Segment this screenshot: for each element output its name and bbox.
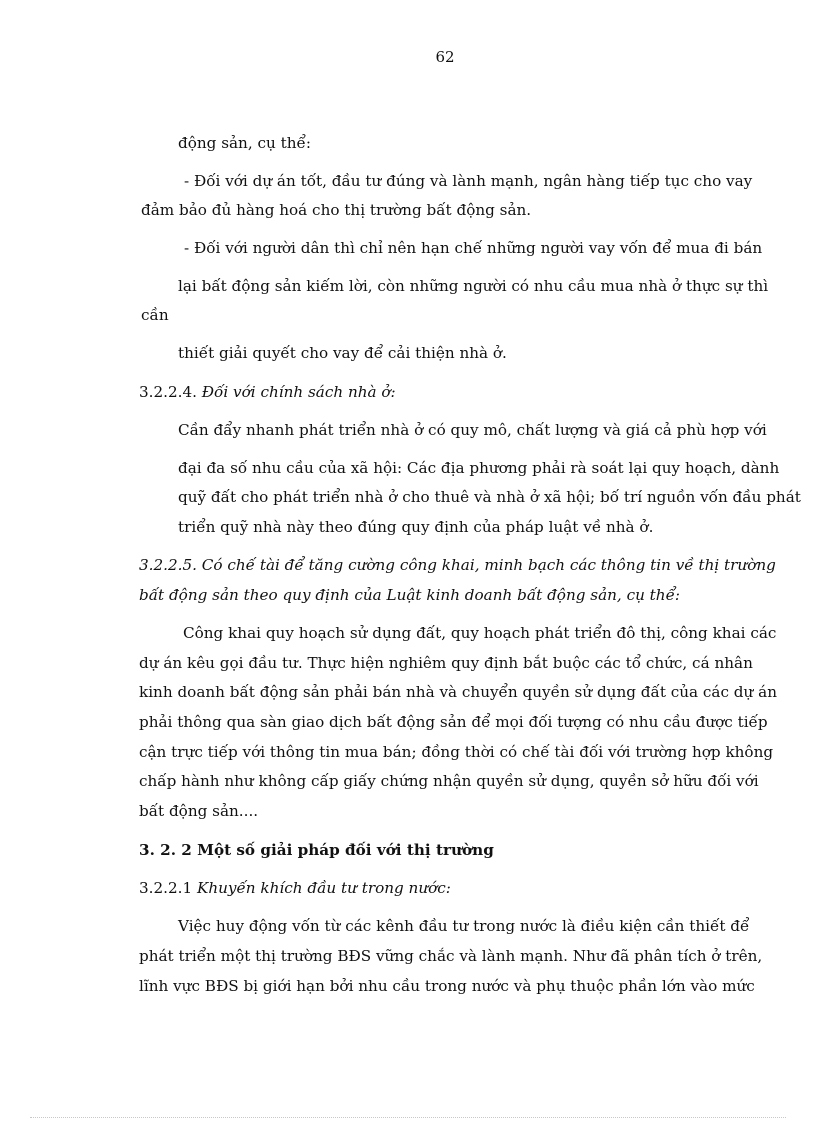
text-line: - Đối với dự án tốt, đầu tư đúng và lành mạnh, ngân hàng tiếp tục cho vay (184, 172, 753, 190)
section-number: 3.2.2.4. (139, 383, 197, 401)
text-line: Việc huy động vốn từ các kênh đầu tư trong nước là điều kiện cần thiết để (178, 917, 750, 935)
text-line: triển quỹ nhà này theo đúng quy định của pháp luật về nhà ở. (178, 518, 654, 536)
text-line: quỹ đất cho phát triển nhà ở cho thuê và nhà ở xã hội; bố trí nguồn vốn đầu phát (178, 488, 801, 506)
text-line: lĩnh vực BĐS bị giới hạn bởi nhu cầu trong nước và phụ thuộc phần lớn vào mức (139, 977, 755, 995)
text-line: chấp hành như không cấp giấy chứng nhận quyền sử dụng, quyền sở hữu đối với (139, 772, 759, 790)
text-line: phát triển một thị trường BĐS vững chắc và lành mạnh. Như đã phân tích ở trên, (139, 947, 763, 965)
text-line: Cần đẩy nhanh phát triển nhà ở có quy mô, chất lượng và giá cả phù hợp với (178, 421, 767, 439)
text-line: thiết giải quyết cho vay để cải thiện nhà ở. (178, 344, 507, 362)
section-heading-3-2-2-5: 3.2.2.5. Có chế tài để tăng cường công khai, minh bạch các thông tin về thị trường (139, 556, 776, 574)
text-line: phải thông qua sàn giao dịch bất động sản để mọi đối tượng có nhu cầu được tiếp (139, 713, 768, 731)
text-line: cần (141, 306, 169, 324)
text-line: động sản, cụ thể: (178, 134, 311, 152)
text-line: đảm bảo đủ hàng hoá cho thị trường bất động sản. (141, 201, 532, 219)
text-line: đại đa số nhu cầu của xã hội: Các địa phương phải rà soát lại quy hoạch, dành (178, 459, 780, 477)
text-line: cận trực tiếp với thông tin mua bán; đồng thời có chế tài đối với trường hợp không (139, 743, 774, 761)
section-title: Đối với chính sách nhà ở: (201, 383, 396, 401)
text-line: dự án kêu gọi đầu tư. Thực hiện nghiêm quy định bắt buộc các tổ chức, cá nhân (139, 654, 753, 672)
section-heading-3-2-2-4 (139, 382, 396, 402)
text-line: Công khai quy hoạch sử dụng đất, quy hoạch phát triển đô thị, công khai các (183, 624, 777, 642)
page-number: 62 (435, 48, 455, 66)
text-line: bất động sản.... (139, 802, 259, 820)
text-line: kinh doanh bất động sản phải bán nhà và chuyển quyền sử dụng đất của các dự án (139, 683, 777, 701)
section-heading-3-2-2: 3. 2. 2 Một số giải pháp đối với thị trường (139, 841, 494, 859)
section-title: Khuyến khích đầu tư trong nước: (196, 879, 451, 897)
section-heading-3-2-2-5-cont: bất động sản theo quy định của Luật kinh doanh bất động sản, cụ thể: (139, 586, 681, 604)
section-number: 3.2.2.1 (139, 879, 193, 897)
text-line: lại bất động sản kiếm lời, còn những người có nhu cầu mua nhà ở thực sự thì (178, 277, 769, 295)
section-heading-3-2-2-1 (139, 878, 451, 898)
text-line: - Đối với người dân thì chỉ nên hạn chế những người vay vốn để mua đi bán (184, 239, 763, 257)
page-bottom-border (30, 1117, 786, 1118)
